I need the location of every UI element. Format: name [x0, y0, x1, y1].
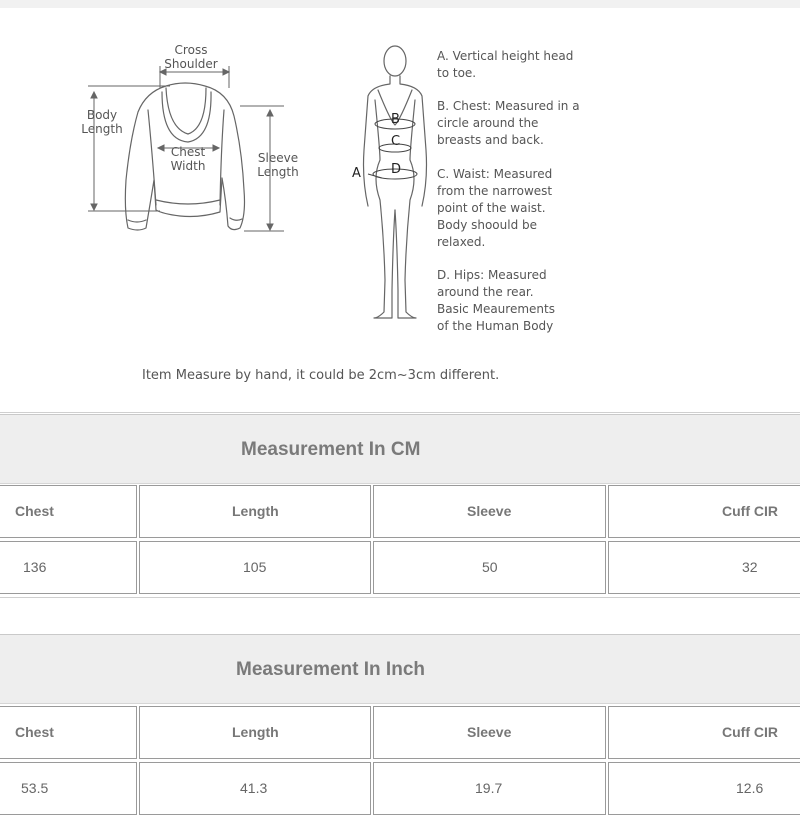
table-inch-header-length: Length — [139, 706, 371, 759]
sleeve-length-label: Sleeve Length — [257, 151, 299, 179]
figure-label-c: C — [391, 134, 401, 149]
table-divider — [0, 597, 800, 598]
table-cm-header-cuff: Cuff CIR — [608, 485, 800, 538]
table-cm-header-chest: Chest — [0, 485, 137, 538]
chest-width-label: Chest Width — [170, 145, 206, 173]
table-inch-header-cuff: Cuff CIR — [608, 706, 800, 759]
table-inch-header-sleeve: Sleeve — [373, 706, 606, 759]
legend-item-b: B. Chest: Measured in a circle around the breasts and back. — [437, 99, 580, 147]
figure-label-d: D — [391, 162, 402, 177]
table-cm-title: Measurement In CM — [241, 439, 421, 460]
legend-item-d: D. Hips: Measured around the rear. Basic Meaurements of the Human Body — [437, 268, 555, 333]
figure-label-b: B — [391, 112, 400, 127]
table-cm-value-length: 105 — [139, 541, 371, 594]
table-inch-title-bar — [0, 634, 800, 704]
table-inch-value-cuff: 12.6 — [608, 762, 800, 815]
figure-label-a: A — [352, 166, 361, 181]
table-inch-header-chest: Chest — [0, 706, 137, 759]
table-cm-header-length: Length — [139, 485, 371, 538]
table-cm-value-chest: 136 — [0, 541, 137, 594]
legend-item-a: A. Vertical height head to toe. — [437, 49, 574, 80]
measurement-legend — [437, 48, 597, 351]
table-cm-header-sleeve: Sleeve — [373, 485, 606, 538]
measure-note: Item Measure by hand, it could be 2cm~3cm different. — [142, 368, 500, 383]
table-inch-value-length: 41.3 — [139, 762, 371, 815]
table-cm-value-cuff: 32 — [608, 541, 800, 594]
table-divider — [0, 412, 800, 413]
table-inch-value-chest: 53.5 — [0, 762, 137, 815]
cross-shoulder-label: Cross Shoulder — [164, 43, 218, 71]
table-inch-value-sleeve: 19.7 — [373, 762, 606, 815]
table-cm-value-sleeve: 50 — [373, 541, 606, 594]
body-figure-illustration — [0, 0, 800, 400]
table-cm-title-bar — [0, 414, 800, 484]
size-diagram — [0, 0, 800, 400]
legend-item-c: C. Waist: Measured from the narrowest point of the waist. Body shoould be relaxed. — [437, 167, 553, 249]
table-inch-title: Measurement In Inch — [236, 659, 425, 680]
body-length-label: Body Length — [81, 108, 123, 136]
